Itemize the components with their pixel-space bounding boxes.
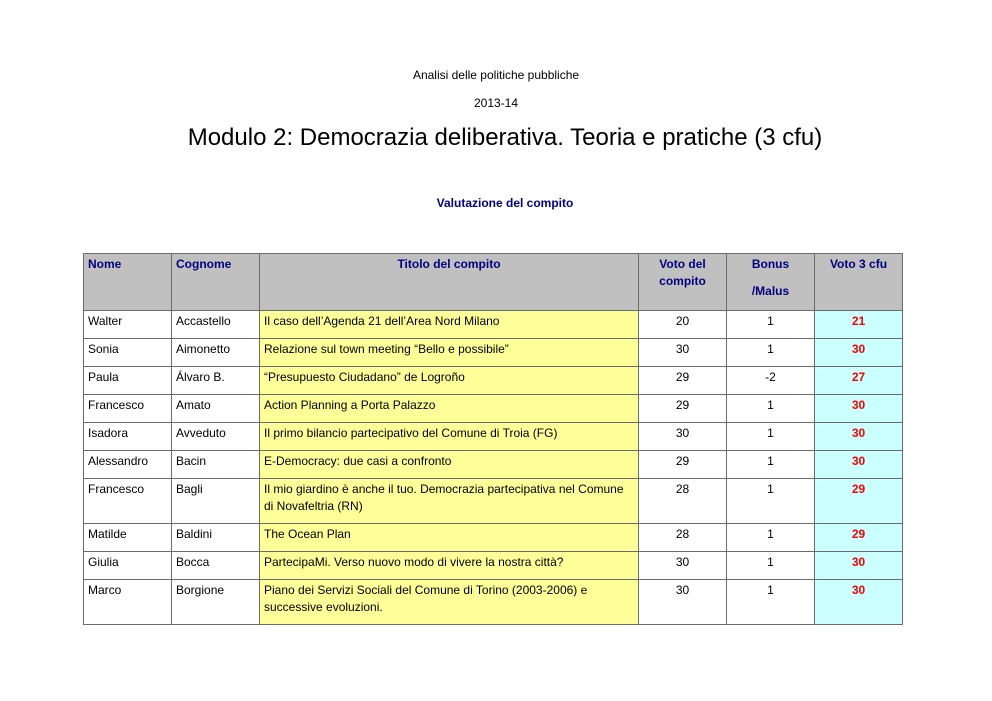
cell-nome: Paula [84, 367, 172, 395]
cell-voto: 28 [639, 524, 727, 552]
cell-titolo: Il mio giardino è anche il tuo. Democrazia partecipativa nel Comune di Novafeltria (RN) [260, 479, 639, 524]
academic-year: 2013-14 [473, 96, 519, 110]
cell-cognome: Bacin [172, 451, 260, 479]
cell-bonus: 1 [727, 524, 815, 552]
cell-voto-finale: 30 [815, 395, 903, 423]
cell-cognome: Álvaro B. [172, 367, 260, 395]
cell-voto-finale: 30 [815, 339, 903, 367]
cell-voto: 29 [639, 451, 727, 479]
cell-bonus: 1 [727, 423, 815, 451]
table-row [84, 451, 903, 479]
cell-voto-finale: 27 [815, 367, 903, 395]
grades-table [83, 253, 903, 625]
cell-cognome: Bocca [172, 552, 260, 580]
cell-cognome: Amato [172, 395, 260, 423]
cell-bonus: 1 [727, 311, 815, 339]
column-header-bonus-line2: /Malus [751, 284, 790, 298]
cell-voto-finale: 29 [815, 524, 903, 552]
cell-bonus: 1 [727, 451, 815, 479]
cell-cognome: Accastello [172, 311, 260, 339]
table-row [84, 479, 903, 524]
cell-bonus: 1 [727, 580, 815, 625]
cell-voto-finale: 30 [815, 580, 903, 625]
header-row [84, 254, 903, 311]
table-row [84, 552, 903, 580]
cell-bonus: 1 [727, 552, 815, 580]
cell-voto: 30 [639, 339, 727, 367]
cell-voto: 28 [639, 479, 727, 524]
cell-voto: 20 [639, 311, 727, 339]
cell-nome: Francesco [84, 395, 172, 423]
cell-voto: 29 [639, 367, 727, 395]
cell-voto: 30 [639, 552, 727, 580]
cell-nome: Isadora [84, 423, 172, 451]
column-header-finale: Voto 3 cfu [815, 254, 903, 311]
cell-nome: Marco [84, 580, 172, 625]
table-row [84, 580, 903, 625]
cell-nome: Francesco [84, 479, 172, 524]
column-header-nome: Nome [84, 254, 172, 311]
cell-titolo: “Presupuesto Ciudadano” de Logroño [260, 367, 639, 395]
cell-voto-finale: 30 [815, 451, 903, 479]
cell-titolo: Il primo bilancio partecipativo del Comune di Troia (FG) [260, 423, 639, 451]
cell-titolo: E-Democracy: due casi a confronto [260, 451, 639, 479]
table-row [84, 524, 903, 552]
cell-voto: 29 [639, 395, 727, 423]
cell-titolo: Piano dei Servizi Sociali del Comune di Torino (2003-2006) e successive evoluzioni. [260, 580, 639, 625]
cell-voto: 30 [639, 580, 727, 625]
table-row [84, 423, 903, 451]
table-row [84, 395, 903, 423]
cell-titolo: The Ocean Plan [260, 524, 639, 552]
cell-titolo: Relazione sul town meeting “Bello e possibile” [260, 339, 639, 367]
cell-titolo: Action Planning a Porta Palazzo [260, 395, 639, 423]
cell-voto-finale: 30 [815, 552, 903, 580]
cell-bonus: 1 [727, 395, 815, 423]
cell-nome: Sonia [84, 339, 172, 367]
cell-voto-finale: 29 [815, 479, 903, 524]
cell-bonus: 1 [727, 339, 815, 367]
column-header-voto: Voto del compito [639, 254, 727, 311]
table-row [84, 311, 903, 339]
cell-voto-finale: 30 [815, 423, 903, 451]
table-row [84, 367, 903, 395]
column-header-cognome: Cognome [172, 254, 260, 311]
cell-bonus: -2 [727, 367, 815, 395]
page-title: Modulo 2: Democrazia deliberativa. Teoria e pratiche (3 cfu) [187, 124, 823, 151]
cell-cognome: Borgione [172, 580, 260, 625]
column-header-bonus [727, 254, 815, 311]
cell-voto-finale: 21 [815, 311, 903, 339]
cell-nome: Matilde [84, 524, 172, 552]
cell-nome: Alessandro [84, 451, 172, 479]
cell-cognome: Bagli [172, 479, 260, 524]
cell-cognome: Baldini [172, 524, 260, 552]
column-header-bonus-line1: Bonus [751, 257, 790, 271]
cell-nome: Walter [84, 311, 172, 339]
cell-voto: 30 [639, 423, 727, 451]
cell-cognome: Aimonetto [172, 339, 260, 367]
cell-titolo: Il caso dell’Agenda 21 dell’Area Nord Milano [260, 311, 639, 339]
cell-nome: Giulia [84, 552, 172, 580]
cell-bonus: 1 [727, 479, 815, 524]
section-subtitle: Valutazione del compito [436, 196, 574, 210]
table-row [84, 339, 903, 367]
cell-titolo: PartecipaMi. Verso nuovo modo di vivere la nostra città? [260, 552, 639, 580]
column-header-titolo: Titolo del compito [260, 254, 639, 311]
course-name: Analisi delle politiche pubbliche [412, 68, 580, 82]
cell-cognome: Avveduto [172, 423, 260, 451]
